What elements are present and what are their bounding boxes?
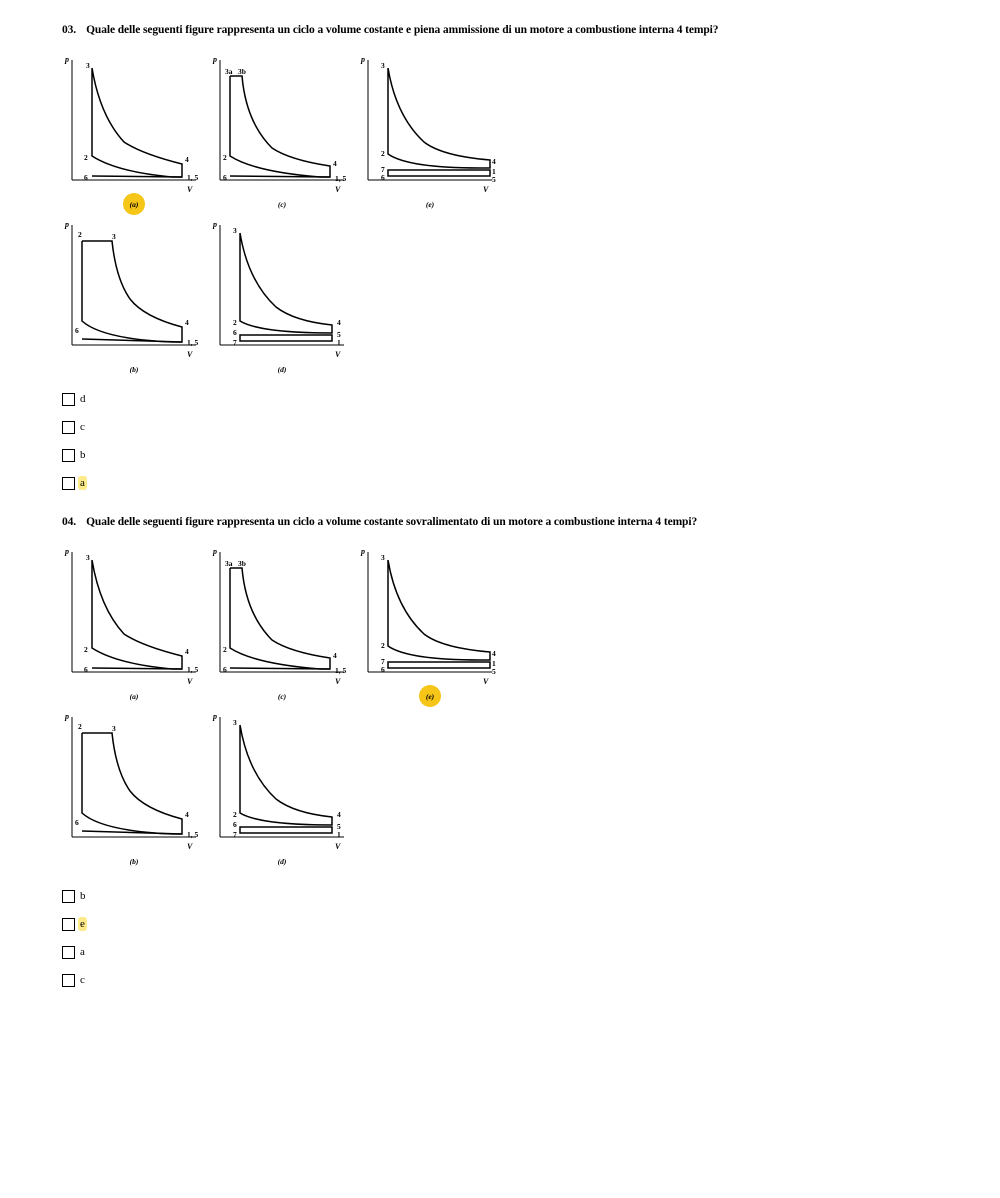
point-label: 2 (78, 230, 82, 239)
point-label: 3 (381, 61, 385, 70)
answer-checkbox[interactable] (62, 421, 75, 434)
question-title (62, 24, 962, 36)
point-label: 3 (233, 226, 237, 235)
point-label: 3 (112, 724, 116, 733)
point-label: 3a (225, 559, 233, 568)
question-text: Quale delle seguenti figure rappresenta un ciclo a volume costante e piena ammissione di un motore a combustione interna 4 tempi? (86, 24, 719, 36)
point-label: 1, 5 (187, 338, 199, 347)
answer-label: e (80, 918, 85, 930)
cycle-curve (240, 725, 332, 825)
pv-diagram-a (64, 55, 199, 215)
figure-caption: (b) (129, 857, 139, 866)
answer-label: a (80, 477, 85, 489)
point-label: 2 (84, 645, 88, 654)
point-label: 1 (337, 830, 341, 839)
point-label: 1, 5 (187, 665, 199, 674)
pv-diagram-c (212, 547, 347, 701)
point-label: 5 (337, 822, 341, 831)
p-axis-label: p (213, 55, 217, 64)
pv-diagram-d (212, 712, 344, 866)
p-axis-label: p (65, 547, 69, 556)
figure-caption: (e) (425, 200, 435, 209)
cycle-curve (388, 170, 490, 176)
point-label: 4 (185, 155, 189, 164)
answer-option[interactable] (62, 915, 87, 933)
pv-diagram-e (360, 55, 496, 209)
point-label: 6 (233, 328, 237, 337)
point-label: 2 (223, 153, 227, 162)
point-label: 4 (185, 318, 189, 327)
answer-option[interactable] (62, 390, 88, 408)
figure-caption: (a) (129, 200, 139, 209)
point-label: 2 (223, 645, 227, 654)
point-label: 3 (86, 61, 90, 70)
point-label: 6 (381, 665, 385, 674)
cycle-curve (230, 76, 330, 177)
v-axis-label: V (187, 842, 193, 851)
point-label: 7 (233, 338, 237, 347)
v-axis-label: V (187, 677, 193, 686)
point-label: 4 (185, 810, 189, 819)
answer-checkbox[interactable] (62, 393, 75, 406)
point-label: 1 (492, 167, 496, 176)
point-label: 3 (381, 553, 385, 562)
cycle-curve (240, 233, 332, 333)
answer-option[interactable] (62, 418, 87, 436)
cycle-curve (92, 176, 182, 177)
point-label: 3a (225, 67, 233, 76)
point-label: 1, 5 (187, 173, 199, 182)
v-axis-label: V (483, 677, 489, 686)
point-label: 6 (223, 173, 227, 182)
pv-diagram-b (64, 220, 199, 374)
question-title (62, 516, 962, 528)
point-label: 6 (233, 820, 237, 829)
point-label: 1 (337, 338, 341, 347)
point-label: 5 (492, 175, 496, 184)
p-axis-label: p (213, 220, 217, 229)
v-axis-label: V (483, 185, 489, 194)
pv-diagram-e (360, 547, 496, 707)
cycle-curve (92, 668, 182, 669)
answer-label: c (80, 421, 85, 433)
question-number: 03. (62, 24, 77, 36)
answer-checkbox[interactable] (62, 890, 75, 903)
answer-label: b (80, 449, 86, 461)
answer-label: c (80, 974, 85, 986)
cycle-curve (388, 68, 490, 168)
point-label: 3 (86, 553, 90, 562)
point-label: 4 (333, 651, 337, 660)
point-label: 1, 5 (335, 174, 347, 183)
point-label: 4 (337, 318, 341, 327)
answer-option[interactable] (62, 474, 87, 492)
cycle-curve (230, 176, 330, 177)
point-label: 7 (233, 830, 237, 839)
p-axis-label: p (65, 55, 69, 64)
cycle-curve (92, 560, 182, 669)
p-axis-label: p (65, 220, 69, 229)
point-label: 3 (112, 232, 116, 241)
figure-caption: (a) (129, 692, 139, 701)
figure-caption: (d) (277, 857, 287, 866)
point-label: 6 (75, 326, 79, 335)
cycle-curve (388, 560, 490, 660)
cycle-curve (388, 662, 490, 668)
answer-checkbox[interactable] (62, 449, 75, 462)
v-axis-label: V (335, 185, 341, 194)
cycle-curve (82, 733, 182, 834)
pv-diagram-c (212, 55, 347, 209)
point-label: 4 (337, 810, 341, 819)
pv-diagram-d (212, 220, 344, 374)
point-label: 6 (75, 818, 79, 827)
point-label: 4 (492, 157, 496, 166)
p-axis-label: p (361, 55, 365, 64)
figure-caption: (e) (425, 692, 435, 701)
point-label: 1, 5 (335, 666, 347, 675)
point-label: 2 (78, 722, 82, 731)
point-label: 5 (492, 667, 496, 676)
point-label: 3 (233, 718, 237, 727)
cycle-curve (240, 335, 332, 341)
point-label: 2 (381, 641, 385, 650)
point-label: 4 (185, 647, 189, 656)
point-label: 1 (492, 659, 496, 668)
cycle-curve (82, 241, 182, 342)
point-label: 7 (381, 657, 385, 666)
answer-option[interactable] (62, 446, 88, 464)
answer-checkbox[interactable] (62, 918, 75, 931)
question-number: 04. (62, 516, 77, 528)
cycle-curve (92, 68, 182, 177)
answer-checkbox[interactable] (62, 974, 75, 987)
point-label: 7 (381, 165, 385, 174)
point-label: 2 (84, 153, 88, 162)
answer-option[interactable] (62, 887, 88, 905)
cycle-curve (82, 831, 182, 834)
point-label: 4 (333, 159, 337, 168)
point-label: 2 (233, 318, 237, 327)
answer-label: a (80, 946, 85, 958)
answer-option[interactable] (62, 943, 87, 961)
v-axis-label: V (335, 842, 341, 851)
answer-label: d (80, 393, 86, 405)
cycle-curve (82, 339, 182, 342)
point-label: 6 (223, 665, 227, 674)
answer-label: b (80, 890, 86, 902)
cycle-curve (240, 827, 332, 833)
point-label: 3b (238, 559, 246, 568)
v-axis-label: V (187, 185, 193, 194)
point-label: 4 (492, 649, 496, 658)
point-label: 5 (337, 330, 341, 339)
p-axis-label: p (65, 712, 69, 721)
pv-diagrams (62, 548, 502, 898)
point-label: 6 (381, 173, 385, 182)
question-text: Quale delle seguenti figure rappresenta un ciclo a volume costante sovralimentato di un motore a combustione interna 4 tempi? (86, 516, 698, 528)
pv-diagram-a (64, 547, 199, 701)
point-label: 1, 5 (187, 830, 199, 839)
v-axis-label: V (335, 350, 341, 359)
point-label: 2 (381, 149, 385, 158)
figure-caption: (b) (129, 365, 139, 374)
point-label: 3b (238, 67, 246, 76)
pv-diagrams (62, 56, 502, 406)
p-axis-label: p (213, 712, 217, 721)
cycle-curve (230, 668, 330, 669)
p-axis-label: p (361, 547, 365, 556)
v-axis-label: V (335, 677, 341, 686)
figure-caption: (c) (277, 200, 287, 209)
pv-diagram-b (64, 712, 199, 866)
answer-checkbox[interactable] (62, 946, 75, 959)
point-label: 6 (84, 665, 88, 674)
point-label: 2 (233, 810, 237, 819)
cycle-curve (230, 568, 330, 669)
figure-caption: (d) (277, 365, 287, 374)
v-axis-label: V (187, 350, 193, 359)
answer-checkbox[interactable] (62, 477, 75, 490)
answer-option[interactable] (62, 971, 87, 989)
p-axis-label: p (213, 547, 217, 556)
point-label: 6 (84, 173, 88, 182)
figure-caption: (c) (277, 692, 287, 701)
